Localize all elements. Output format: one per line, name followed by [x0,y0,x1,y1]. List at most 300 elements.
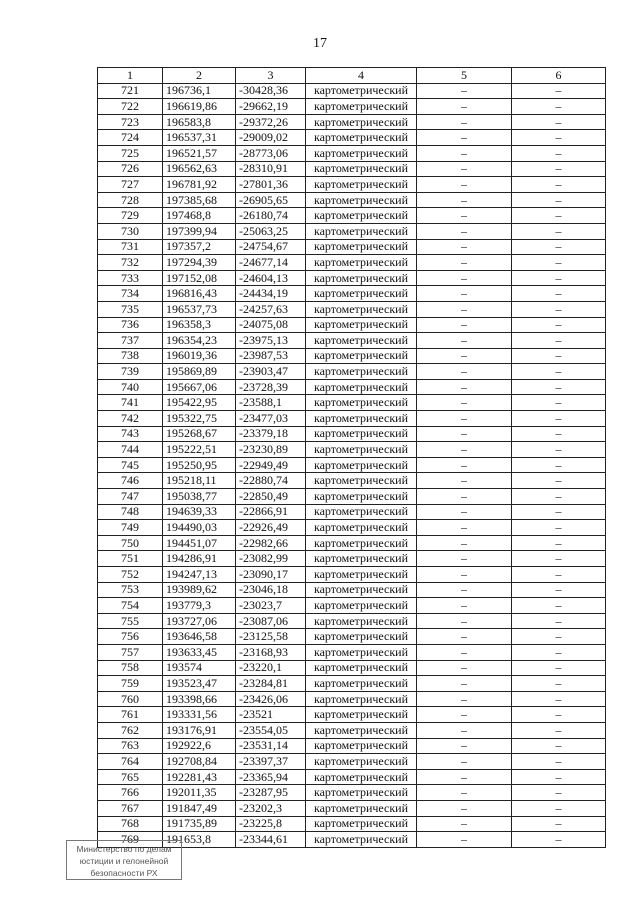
table-row [98,800,606,816]
x-coordinate-cell: 194490,03 [163,520,236,536]
point-number-cell: 766 [98,785,163,801]
column-6-cell: – [512,535,606,551]
point-number-cell: 752 [98,567,163,583]
point-number-cell: 749 [98,520,163,536]
column-5-cell: – [417,255,512,271]
table-row [98,754,606,770]
column-6-cell: – [512,520,606,536]
point-number-cell: 767 [98,800,163,816]
column-5-cell: – [417,613,512,629]
x-coordinate-cell: 192922,6 [163,738,236,754]
column-6-cell: – [512,114,606,130]
column-header: 2 [163,68,236,84]
table-row [98,676,606,692]
method-cell: картометрический [306,348,417,364]
y-coordinate-cell: -26180,74 [236,208,306,224]
column-5-cell: – [417,270,512,286]
point-number-cell: 755 [98,613,163,629]
column-5-cell: – [417,426,512,442]
method-cell: картометрический [306,177,417,193]
method-cell: картометрический [306,223,417,239]
column-5-cell: – [417,333,512,349]
point-number-cell: 762 [98,722,163,738]
x-coordinate-cell: 197385,68 [163,192,236,208]
y-coordinate-cell: -23202,3 [236,800,306,816]
column-6-cell: – [512,192,606,208]
point-number-cell: 757 [98,644,163,660]
column-6-cell: – [512,473,606,489]
table-body [98,83,606,847]
point-number-cell: 761 [98,707,163,723]
y-coordinate-cell: -24075,08 [236,317,306,333]
column-5-cell: – [417,223,512,239]
x-coordinate-cell: 193779,3 [163,598,236,614]
method-cell: картометрический [306,426,417,442]
y-coordinate-cell: -23531,14 [236,738,306,754]
column-6-cell: – [512,489,606,505]
y-coordinate-cell: -23379,18 [236,426,306,442]
column-5-cell: – [417,130,512,146]
method-cell: картометрический [306,270,417,286]
table-row [98,722,606,738]
x-coordinate-cell: 196619,86 [163,99,236,115]
column-6-cell: – [512,551,606,567]
x-coordinate-cell: 193574 [163,660,236,676]
table-row [98,816,606,832]
column-5-cell: – [417,769,512,785]
column-5-cell: – [417,582,512,598]
x-coordinate-cell: 196521,57 [163,145,236,161]
point-number-cell: 739 [98,364,163,380]
method-cell: картометрический [306,613,417,629]
x-coordinate-cell: 194286,91 [163,551,236,567]
point-number-cell: 724 [98,130,163,146]
method-cell: картометрический [306,442,417,458]
method-cell: картометрический [306,301,417,317]
table-row [98,473,606,489]
column-6-cell: – [512,239,606,255]
y-coordinate-cell: -22866,91 [236,504,306,520]
table-row [98,130,606,146]
column-6-cell: – [512,722,606,738]
y-coordinate-cell: -22926,49 [236,520,306,536]
method-cell: картометрический [306,567,417,583]
column-6-cell: – [512,754,606,770]
method-cell: картометрический [306,722,417,738]
method-cell: картометрический [306,114,417,130]
table-row [98,379,606,395]
x-coordinate-cell: 196816,43 [163,286,236,302]
column-header: 1 [98,68,163,84]
method-cell: картометрический [306,800,417,816]
column-6-cell: – [512,208,606,224]
point-number-cell: 730 [98,223,163,239]
y-coordinate-cell: -22880,74 [236,473,306,489]
table-row [98,489,606,505]
method-cell: картометрический [306,598,417,614]
column-6-cell: – [512,333,606,349]
x-coordinate-cell: 195222,51 [163,442,236,458]
column-5-cell: – [417,722,512,738]
point-number-cell: 731 [98,239,163,255]
x-coordinate-cell: 191735,89 [163,816,236,832]
y-coordinate-cell: -25063,25 [236,223,306,239]
column-5-cell: – [417,707,512,723]
y-coordinate-cell: -23975,13 [236,333,306,349]
table-row [98,567,606,583]
y-coordinate-cell: -28773,06 [236,145,306,161]
column-5-cell: – [417,286,512,302]
point-number-cell: 746 [98,473,163,489]
ministry-stamp [66,840,182,880]
column-5-cell: – [417,348,512,364]
method-cell: картометрический [306,395,417,411]
column-6-cell: – [512,644,606,660]
column-6-cell: – [512,582,606,598]
point-number-cell: 742 [98,411,163,427]
column-6-cell: – [512,660,606,676]
point-number-cell: 763 [98,738,163,754]
method-cell: картометрический [306,286,417,302]
table-row [98,270,606,286]
column-6-cell: – [512,161,606,177]
column-5-cell: – [417,660,512,676]
column-6-cell: – [512,785,606,801]
column-6-cell: – [512,707,606,723]
column-5-cell: – [417,473,512,489]
x-coordinate-cell: 197294,39 [163,255,236,271]
point-number-cell: 750 [98,535,163,551]
column-5-cell: – [417,489,512,505]
method-cell: картометрический [306,738,417,754]
point-number-cell: 745 [98,457,163,473]
column-5-cell: – [417,785,512,801]
table-row [98,348,606,364]
column-6-cell: – [512,691,606,707]
stamp-line: Министерство по делам [76,844,172,854]
point-number-cell: 732 [98,255,163,271]
column-6-cell: – [512,598,606,614]
column-6-cell: – [512,83,606,99]
y-coordinate-cell: -22949,49 [236,457,306,473]
method-cell: картометрический [306,832,417,848]
x-coordinate-cell: 196562,63 [163,161,236,177]
column-5-cell: – [417,520,512,536]
column-6-cell: – [512,270,606,286]
column-5-cell: – [417,832,512,848]
table-row [98,660,606,676]
method-cell: картометрический [306,411,417,427]
x-coordinate-cell: 196358,3 [163,317,236,333]
point-number-cell: 765 [98,769,163,785]
column-5-cell: – [417,99,512,115]
x-coordinate-cell: 192281,43 [163,769,236,785]
method-cell: картометрический [306,379,417,395]
point-number-cell: 733 [98,270,163,286]
column-6-cell: – [512,629,606,645]
column-6-cell: – [512,504,606,520]
y-coordinate-cell: -23125,58 [236,629,306,645]
column-5-cell: – [417,644,512,660]
column-header: 5 [417,68,512,84]
x-coordinate-cell: 192011,35 [163,785,236,801]
y-coordinate-cell: -29662,19 [236,99,306,115]
table-row [98,301,606,317]
column-6-cell: – [512,411,606,427]
column-6-cell: – [512,676,606,692]
method-cell: картометрический [306,551,417,567]
y-coordinate-cell: -24677,14 [236,255,306,271]
table-row [98,613,606,629]
column-header: 3 [236,68,306,84]
point-number-cell: 736 [98,317,163,333]
point-number-cell: 721 [98,83,163,99]
y-coordinate-cell: -29372,26 [236,114,306,130]
method-cell: картометрический [306,130,417,146]
table-row [98,114,606,130]
column-6-cell: – [512,567,606,583]
method-cell: картометрический [306,644,417,660]
column-5-cell: – [417,192,512,208]
table-row [98,707,606,723]
column-6-cell: – [512,613,606,629]
method-cell: картометрический [306,333,417,349]
point-number-cell: 754 [98,598,163,614]
x-coordinate-cell: 193523,47 [163,676,236,692]
method-cell: картометрический [306,489,417,505]
y-coordinate-cell: -24434,19 [236,286,306,302]
column-6-cell: – [512,832,606,848]
point-number-cell: 768 [98,816,163,832]
method-cell: картометрический [306,707,417,723]
table-row [98,83,606,99]
method-cell: картометрический [306,504,417,520]
y-coordinate-cell: -23903,47 [236,364,306,380]
point-number-cell: 764 [98,754,163,770]
table-row [98,457,606,473]
y-coordinate-cell: -29009,02 [236,130,306,146]
point-number-cell: 759 [98,676,163,692]
y-coordinate-cell: -26905,65 [236,192,306,208]
method-cell: картометрический [306,520,417,536]
point-number-cell: 725 [98,145,163,161]
column-5-cell: – [417,177,512,193]
column-6-cell: – [512,317,606,333]
table-row [98,317,606,333]
x-coordinate-cell: 195250,95 [163,457,236,473]
column-5-cell: – [417,145,512,161]
method-cell: картометрический [306,83,417,99]
x-coordinate-cell: 196781,92 [163,177,236,193]
y-coordinate-cell: -24257,63 [236,301,306,317]
method-cell: картометрический [306,457,417,473]
column-5-cell: – [417,535,512,551]
method-cell: картометрический [306,629,417,645]
y-coordinate-cell: -23588,1 [236,395,306,411]
column-5-cell: – [417,411,512,427]
column-5-cell: – [417,800,512,816]
y-coordinate-cell: -22850,49 [236,489,306,505]
y-coordinate-cell: -23284,81 [236,676,306,692]
method-cell: картометрический [306,769,417,785]
table-row [98,208,606,224]
column-5-cell: – [417,114,512,130]
column-5-cell: – [417,738,512,754]
column-6-cell: – [512,457,606,473]
x-coordinate-cell: 194247,13 [163,567,236,583]
column-header: 6 [512,68,606,84]
column-6-cell: – [512,348,606,364]
point-number-cell: 737 [98,333,163,349]
table-row [98,239,606,255]
point-number-cell: 726 [98,161,163,177]
y-coordinate-cell: -23477,03 [236,411,306,427]
table-row [98,161,606,177]
x-coordinate-cell: 197357,2 [163,239,236,255]
x-coordinate-cell: 196537,73 [163,301,236,317]
column-5-cell: – [417,598,512,614]
table-row [98,395,606,411]
x-coordinate-cell: 196354,23 [163,333,236,349]
column-5-cell: – [417,691,512,707]
x-coordinate-cell: 193176,91 [163,722,236,738]
column-5-cell: – [417,676,512,692]
column-6-cell: – [512,177,606,193]
y-coordinate-cell: -23365,94 [236,769,306,785]
point-number-cell: 723 [98,114,163,130]
column-6-cell: – [512,738,606,754]
x-coordinate-cell: 193398,66 [163,691,236,707]
method-cell: картометрический [306,676,417,692]
point-number-cell: 756 [98,629,163,645]
column-6-cell: – [512,301,606,317]
x-coordinate-cell: 195422,95 [163,395,236,411]
point-number-cell: 743 [98,426,163,442]
column-5-cell: – [417,301,512,317]
method-cell: картометрический [306,582,417,598]
x-coordinate-cell: 197399,94 [163,223,236,239]
y-coordinate-cell: -23230,89 [236,442,306,458]
point-number-cell: 758 [98,660,163,676]
y-coordinate-cell: -23521 [236,707,306,723]
point-number-cell: 748 [98,504,163,520]
table-row [98,177,606,193]
point-number-cell: 722 [98,99,163,115]
table-row [98,504,606,520]
y-coordinate-cell: -27801,36 [236,177,306,193]
y-coordinate-cell: -23397,37 [236,754,306,770]
x-coordinate-cell: 195322,75 [163,411,236,427]
x-coordinate-cell: 193989,62 [163,582,236,598]
method-cell: картометрический [306,145,417,161]
column-6-cell: – [512,379,606,395]
table-row [98,192,606,208]
column-5-cell: – [417,816,512,832]
x-coordinate-cell: 191847,49 [163,800,236,816]
column-6-cell: – [512,800,606,816]
column-5-cell: – [417,239,512,255]
y-coordinate-cell: -23023,7 [236,598,306,614]
method-cell: картометрический [306,255,417,271]
point-number-cell: 753 [98,582,163,598]
column-5-cell: – [417,395,512,411]
x-coordinate-cell: 196583,8 [163,114,236,130]
method-cell: картометрический [306,192,417,208]
column-6-cell: – [512,145,606,161]
column-5-cell: – [417,754,512,770]
table-row [98,411,606,427]
x-coordinate-cell: 193633,45 [163,644,236,660]
column-6-cell: – [512,286,606,302]
table-row [98,629,606,645]
method-cell: картометрический [306,535,417,551]
point-number-cell: 727 [98,177,163,193]
x-coordinate-cell: 192708,84 [163,754,236,770]
column-6-cell: – [512,255,606,271]
y-coordinate-cell: -24754,67 [236,239,306,255]
point-number-cell: 741 [98,395,163,411]
method-cell: картометрический [306,317,417,333]
x-coordinate-cell: 195268,67 [163,426,236,442]
method-cell: картометрический [306,239,417,255]
table-row [98,551,606,567]
y-coordinate-cell: -23344,61 [236,832,306,848]
table-row [98,644,606,660]
table-row [98,286,606,302]
y-coordinate-cell: -23046,18 [236,582,306,598]
column-6-cell: – [512,130,606,146]
y-coordinate-cell: -23426,06 [236,691,306,707]
y-coordinate-cell: -24604,13 [236,270,306,286]
method-cell: картометрический [306,473,417,489]
column-6-cell: – [512,223,606,239]
table-row [98,598,606,614]
table-row [98,223,606,239]
x-coordinate-cell: 195667,06 [163,379,236,395]
point-number-cell: 744 [98,442,163,458]
method-cell: картометрический [306,754,417,770]
column-5-cell: – [417,457,512,473]
point-number-cell: 734 [98,286,163,302]
y-coordinate-cell: -23090,17 [236,567,306,583]
table-row [98,769,606,785]
method-cell: картометрический [306,161,417,177]
y-coordinate-cell: -23728,39 [236,379,306,395]
table-row [98,535,606,551]
y-coordinate-cell: -28310,91 [236,161,306,177]
point-number-cell: 735 [98,301,163,317]
column-5-cell: – [417,442,512,458]
table-row [98,333,606,349]
table-row [98,520,606,536]
column-6-cell: – [512,769,606,785]
x-coordinate-cell: 191653,8 [163,832,236,848]
column-5-cell: – [417,317,512,333]
x-coordinate-cell: 193727,06 [163,613,236,629]
x-coordinate-cell: 193646,58 [163,629,236,645]
column-6-cell: – [512,442,606,458]
y-coordinate-cell: -23287,95 [236,785,306,801]
y-coordinate-cell: -23220,1 [236,660,306,676]
x-coordinate-cell: 196019,36 [163,348,236,364]
table-row [98,442,606,458]
point-number-cell: 760 [98,691,163,707]
y-coordinate-cell: -23987,53 [236,348,306,364]
table-row [98,582,606,598]
stamp-line: безопасности РХ [90,868,158,878]
table-row [98,691,606,707]
table-row [98,364,606,380]
